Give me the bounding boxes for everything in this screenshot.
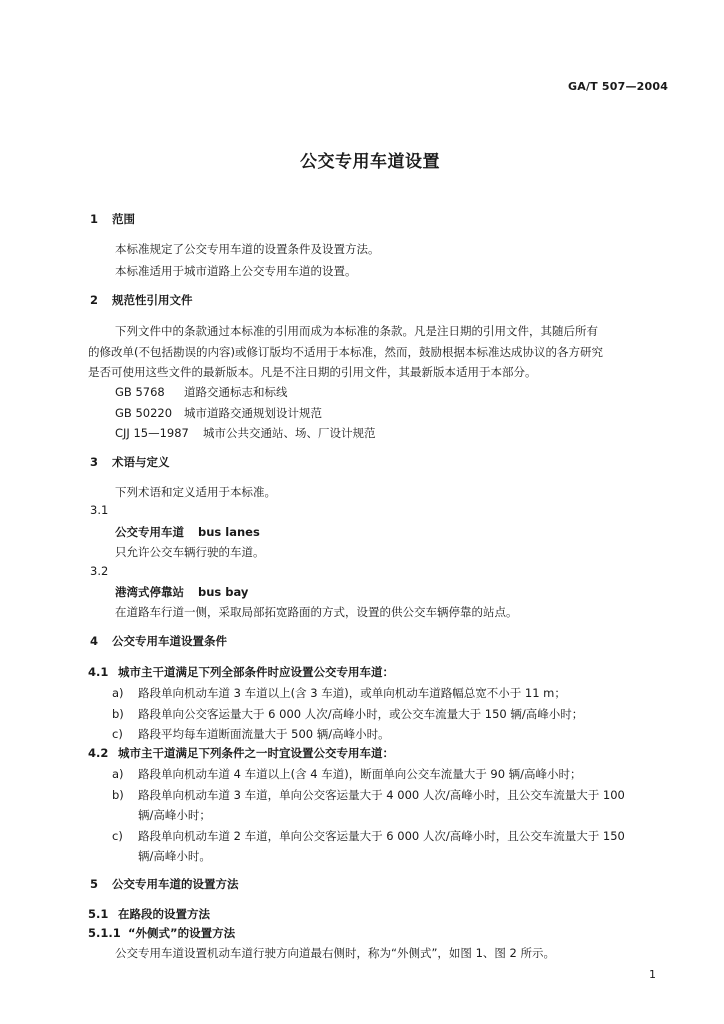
list-text: 路段平均每车道断面流量大于 500 辆/高峰小时。 [138, 727, 390, 741]
list-marker: c) [112, 829, 123, 843]
list-item [112, 766, 582, 782]
subsection-number: 4.1 [88, 665, 109, 679]
section-title: 范围 [112, 212, 135, 226]
list-marker: a) [112, 767, 124, 781]
list-text: 路段单向机动车道 3 车道，单向公交客运量大于 4 000 人次/高峰小时，且公交车流量大于 100 [138, 788, 625, 802]
list-text-continuation: 辆/高峰小时； [138, 808, 211, 822]
subsection-title: 在路段的设置方法 [118, 907, 210, 921]
list-text: 路段单向机动车道 4 车道以上(含 4 车道)，断面单向公交车流量大于 90 辆/高峰小时； [138, 767, 582, 781]
reference-code: CJJ 15—1987 [115, 426, 189, 440]
subsection-number: 4.2 [88, 746, 109, 760]
list-item [112, 685, 566, 701]
subsection-heading-5-1-1 [88, 925, 235, 941]
list-text: 路段单向机动车道 3 车道以上(含 3 车道)，或单向机动车道路幅总宽不小于 11 m； [138, 686, 566, 700]
list-item [112, 828, 625, 844]
term-number: 3.2 [90, 564, 109, 578]
reference-item [115, 405, 322, 421]
reference-item [115, 425, 376, 441]
list-text-continuation: 辆/高峰小时。 [138, 849, 211, 863]
list-marker: b) [112, 788, 124, 802]
list-marker: b) [112, 707, 124, 721]
list-marker: a) [112, 686, 124, 700]
term-heading [115, 524, 260, 540]
document-number: GA/T 507—2004 [568, 80, 669, 93]
reference-name: 城市公共交通站、场、厂设计规范 [203, 426, 376, 440]
section-title: 公交专用车道设置条件 [112, 634, 227, 648]
paragraph: 下列术语和定义适用于本标准。 [115, 485, 276, 499]
section-title: 公交专用车道的设置方法 [112, 877, 239, 891]
subsection-title: “外侧式”的设置方法 [128, 926, 236, 940]
section-title: 术语与定义 [112, 455, 170, 469]
subsection-title: 城市主干道满足下列条件之一时宜设置公交专用车道： [118, 746, 394, 760]
paragraph-line: 下列文件中的条款通过本标准的引用而成为本标准的条款。凡是注日期的引用文件，其随后所有 [115, 324, 598, 338]
page-number: 1 [649, 968, 656, 981]
paragraph: 本标准适用于城市道路上公交专用车道的设置。 [115, 264, 357, 278]
section-number: 5 [90, 877, 99, 891]
paragraph-line: 是否可使用这些文件的最新版本。凡是不注日期的引用文件，其最新版本适用于本部分。 [88, 365, 537, 379]
section-heading-1 [90, 211, 135, 227]
section-heading-3 [90, 454, 170, 470]
term-heading [115, 584, 248, 600]
subsection-heading-4-2 [88, 745, 394, 761]
subsection-number: 5.1.1 [88, 926, 121, 940]
paragraph-line: 的修改单(不包括勘误的内容)或修订版均不适用于本标准，然而，鼓励根据本标准达成协议的各方研究 [88, 345, 603, 359]
subsection-heading-4-1 [88, 664, 394, 680]
section-heading-2 [90, 292, 193, 308]
term-zh: 公交专用车道 [115, 525, 184, 539]
subsection-number: 5.1 [88, 907, 109, 921]
section-number: 4 [90, 634, 99, 648]
list-marker: c) [112, 727, 123, 741]
list-item [112, 706, 583, 722]
section-heading-4 [90, 633, 227, 649]
list-text: 路段单向公交客运量大于 6 000 人次/高峰小时，或公交车流量大于 150 辆/高峰小时； [138, 707, 584, 721]
reference-name: 道路交通标志和标线 [184, 385, 288, 399]
term-en: bus lanes [198, 525, 260, 539]
term-definition: 只允许公交车辆行驶的车道。 [115, 545, 265, 559]
section-title: 规范性引用文件 [112, 293, 193, 307]
term-en: bus bay [198, 585, 249, 599]
term-zh: 港湾式停靠站 [115, 585, 184, 599]
subsection-heading-5-1 [88, 906, 210, 922]
section-number: 1 [90, 212, 99, 226]
list-item [112, 787, 625, 803]
reference-code: GB 50220 [115, 406, 173, 420]
section-number: 2 [90, 293, 99, 307]
reference-name: 城市道路交通规划设计规范 [184, 406, 322, 420]
subsection-title: 城市主干道满足下列全部条件时应设置公交专用车道： [118, 665, 394, 679]
list-item [112, 726, 390, 742]
section-number: 3 [90, 455, 99, 469]
reference-item [115, 384, 288, 400]
list-text: 路段单向机动车道 2 车道，单向公交客运量大于 6 000 人次/高峰小时，且公交车流量大于 150 [138, 829, 625, 843]
term-definition: 在道路车行道一侧，采取局部拓宽路面的方式，设置的供公交车辆停靠的站点。 [115, 605, 518, 619]
paragraph: 公交专用车道设置机动车道行驶方向道最右侧时，称为“外侧式”，如图 1、图 2 所示。 [115, 946, 556, 960]
page-title: 公交专用车道设置 [300, 152, 440, 172]
paragraph: 本标准规定了公交专用车道的设置条件及设置方法。 [115, 242, 380, 256]
reference-code: GB 5768 [115, 385, 165, 399]
section-heading-5 [90, 876, 239, 892]
term-number: 3.1 [90, 503, 109, 517]
